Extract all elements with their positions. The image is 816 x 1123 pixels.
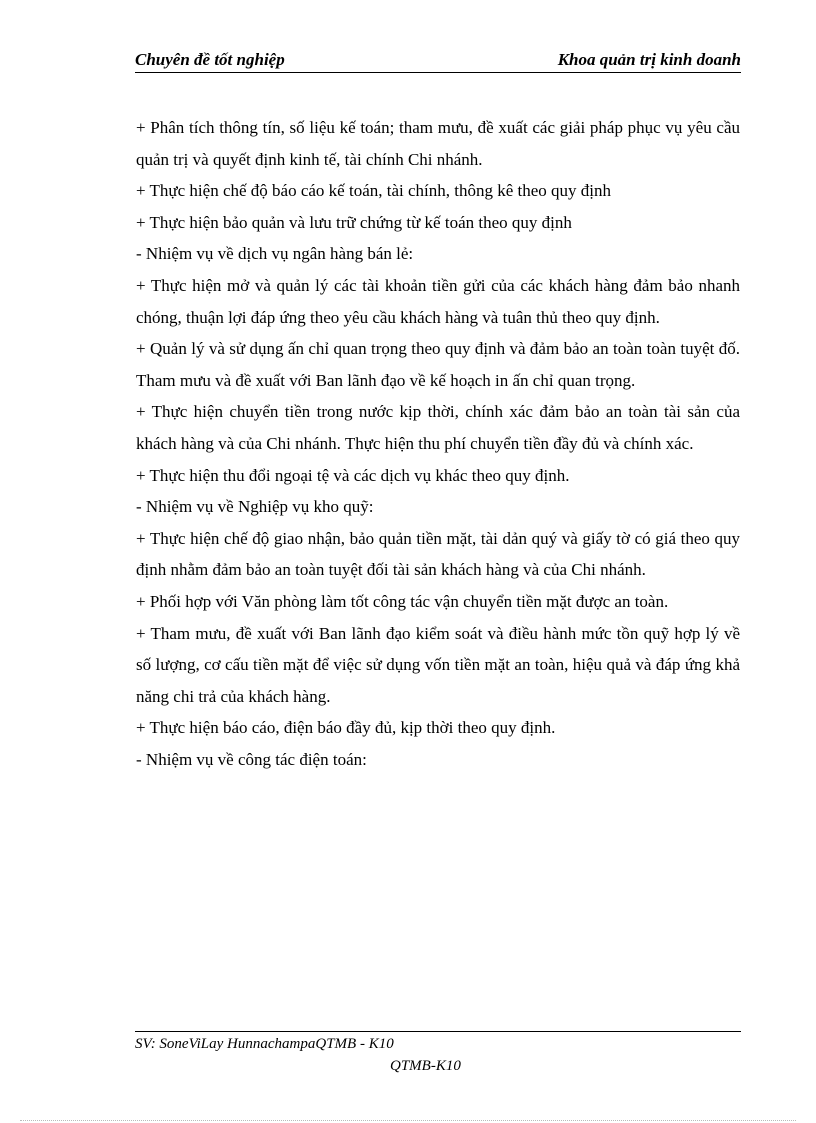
header-faculty: Khoa quản trị kinh doanh	[557, 50, 741, 69]
document-body	[136, 112, 740, 775]
footer-divider	[135, 1031, 741, 1032]
page-edge-divider	[20, 1120, 796, 1121]
section-heading-treasury: - Nhiệm vụ về Nghiệp vụ kho quỹ:	[136, 497, 374, 517]
paragraph: + Thực hiện chuyển tiền trong nước kịp thời, chính xác đảm bảo an toàn tài sản của khách hàng và của Chi nhánh. Thực hiện thu phí chuyển tiền đầy đủ và chính xác.	[136, 402, 740, 453]
section-heading-computing: - Nhiệm vụ về công tác điện toán:	[136, 749, 367, 769]
footer-student-name: SV: SoneViLay HunnachampaQTMB - K10	[135, 1036, 394, 1052]
section-heading-retail-banking: - Nhiệm vụ về dịch vụ ngân hàng bán lẻ:	[136, 244, 414, 264]
paragraph: + Phối hợp với Văn phòng làm tốt công tác vận chuyển tiền mặt được an toàn.	[136, 591, 669, 611]
paragraph: + Thực hiện chế độ giao nhận, bảo quản tiền mặt, tài dản quý và giấy tờ có giá theo quy định nhằm đảm bảo an toàn tuyệt đối tài sản khách hàng và của Chi nhánh.	[136, 528, 740, 580]
paragraph: + Thực hiện báo cáo, điện báo đầy đủ, kịp thời theo quy định.	[136, 718, 556, 738]
paragraph: + Tham mưu, đề xuất với Ban lãnh đạo kiểm soát và điều hành mức tồn quỹ hợp lý về số lượng, cơ cấu tiền mặt để việc sử dụng vốn tiền mặt an toàn, hiệu quả và đáp ứng khả năng chi trả của khách hàng.	[136, 623, 740, 706]
paragraph: + Thực hiện mở và quản lý các tài khoản tiền gửi của các khách hàng đảm bảo nhanh chóng, thuận lợi đáp ứng theo yêu cầu khách hàng và tuân thủ theo quy định.	[136, 275, 740, 327]
header-thesis-title: Chuyên đề tốt nghiệp	[135, 50, 285, 69]
paragraph: + Thực hiện thu đổi ngoại tệ và các dịch vụ khác theo quy định.	[136, 465, 570, 485]
footer-class-code: QTMB-K10	[390, 1058, 461, 1074]
page-header	[135, 50, 741, 73]
paragraph: + Quản lý và sử dụng ấn chỉ quan trọng theo quy định và đảm bảo an toàn toàn tuyệt đố. Tham mưu và đề xuất với Ban lãnh đạo về kế hoạch in ấn chỉ quan trọng.	[136, 339, 740, 390]
paragraph: + Phân tích thông tín, số liệu kế toán; tham mưu, đề xuất các giải pháp phục vụ yêu cầu quản trị và quyết định kinh tế, tài chính Chi nhánh.	[136, 118, 740, 169]
paragraph: + Thực hiện bảo quản và lưu trữ chứng từ kế toán theo quy định	[136, 212, 572, 232]
paragraph: + Thực hiện chế độ báo cáo kế toán, tài chính, thông kê theo quy định	[136, 181, 612, 201]
